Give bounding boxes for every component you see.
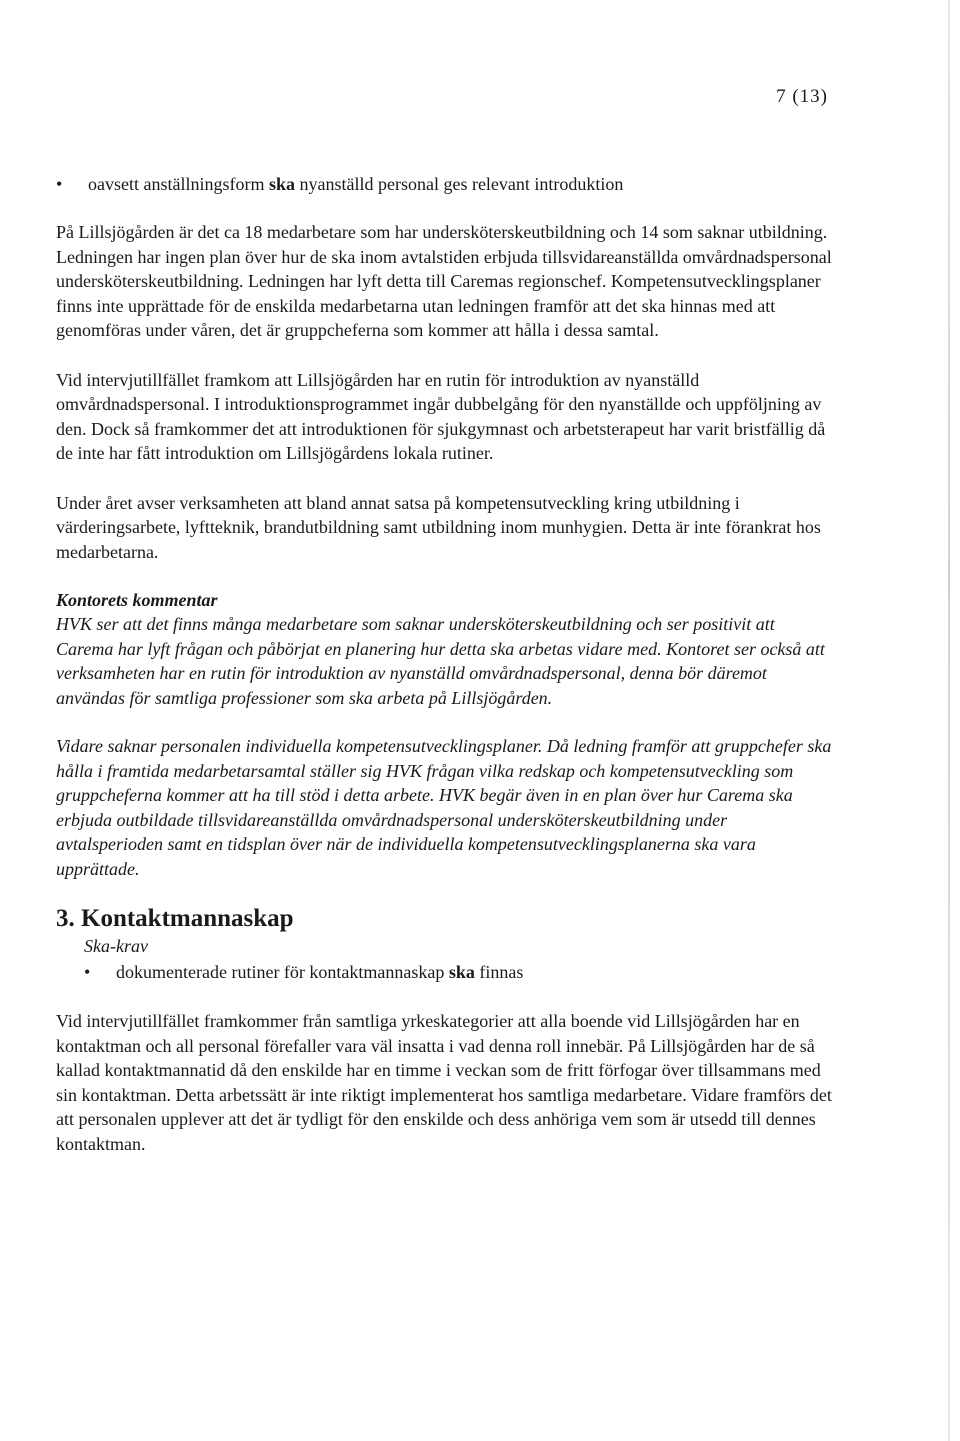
intro-bullet-after: nyanställd personal ges relevant introduktion xyxy=(294,174,624,194)
bullet-dot-icon: • xyxy=(84,962,91,982)
comment-paragraph-2: Vidare saknar personalen individuella kompetensutvecklingsplaner. Då ledning framför att gruppchefer ska hålla i framtida medarbetarsamtal ställer sig HVK frågan vilka redskap och kompetensutveckling som gruppcheferna kommer att ha till stöd i detta arbete. HVK begär även in en plan över hur Carema ska erbjuda outbildade tillsvidareanställda omvårdnadspersonal undersköterskeutbildning under avtalsperioden samt en tidsplan över när de individuella kompetensutvecklingsplanerna ska vara upprättade. xyxy=(56,736,832,879)
paragraph-introduction-routine: Vid intervjutillfället framkom att Lillsjögården har en rutin för introduktion av nyanställd omvårdnadspersonal. I introduktionsprogrammet ingår dubbelgång för den nyanställde och uppföljning av den. Dock så framkommer det att introduktionen för sjukgymnast och arbetsterapeut har varit bristfällig då de inte har fått introduktion om Lillsjögårdens lokala rutiner. xyxy=(56,369,826,463)
paragraph-contact-person: Vid intervjutillfället framkommer från samtliga yrkeskategorier att alla boende vid Lillsjögården har en kontaktman och all personal förefaller vara väl insatta i vad denna roll innebär. På Lillsjögården har de så kallad kontaktmannatid då den enskilde har en timme i veckan som de fritt förfogar över tillsammans med sin kontaktman. Detta arbetssätt är inte riktigt implementerat hos samtliga medarbetare. Vidare framförs det att personalen upplever att det är tydligt för den enskilde och dess anhöriga vem som är utsedd till dennes kontaktman. xyxy=(56,1011,832,1154)
bullet-dot-icon: • xyxy=(56,174,63,194)
intro-bullet-before: oavsett anställningsform xyxy=(88,174,269,194)
section-heading: 3. Kontaktmannaskap xyxy=(56,905,294,932)
section-bullet-bold: ska xyxy=(448,962,475,982)
page-number: 7 (13) xyxy=(776,86,828,107)
document-body xyxy=(56,172,836,1156)
comment-paragraph-1: HVK ser att det finns många medarbetare som saknar undersköterskeutbildning och ser positivit att Carema har lyft frågan och påbörjat en planering hur detta ska arbetas vidare med. Kontoret ser också att verksamheten har en rutin för introduktion av nyanställd omvårdnadspersonal, denna bör däremot användas för samtliga professioner som ska arbeta på Lillsjögården. xyxy=(56,614,825,708)
section-bullet-text xyxy=(84,962,523,982)
intro-bullet-item xyxy=(56,172,836,196)
section-bullet-after: finnas xyxy=(474,962,524,982)
page-edge xyxy=(948,0,950,1441)
paragraph-competence-plans: Under året avser verksamheten att bland annat satsa på kompetensutveckling kring utbildning i värderingsarbete, lyftteknik, brandutbildning samt utbildning inom munhygien. Detta är inte förankrat hos medarbetarna. xyxy=(56,492,821,562)
comment-heading: Kontorets kommentar xyxy=(56,590,218,610)
intro-bullet-bold: ska xyxy=(268,174,295,194)
paragraph-staff-education: På Lillsjögården är det ca 18 medarbetare som har undersköterskeutbildning och 14 som saknar utbildning. Ledningen har ingen plan över hur de ska inom avtalstiden erbjuda tillsvidareanställda omvårdnadspersonal undersköterskeutbildning. Ledningen har lyft detta till Caremas regionschef. Kompetensutvecklingsplaner finns inte upprättade för de enskilda medarbetarna utan ledningen framför att det ska hinnas med att genomföras under våren, det är gruppcheferna som kommer att hålla i dessa samtal. xyxy=(56,222,832,340)
section-bullet-before: dokumenterade rutiner för kontaktmannaskap xyxy=(116,962,449,982)
intro-bullet-text xyxy=(56,174,623,194)
section-subheading: Ska-krav xyxy=(84,936,148,956)
section-bullet-item xyxy=(84,960,836,984)
